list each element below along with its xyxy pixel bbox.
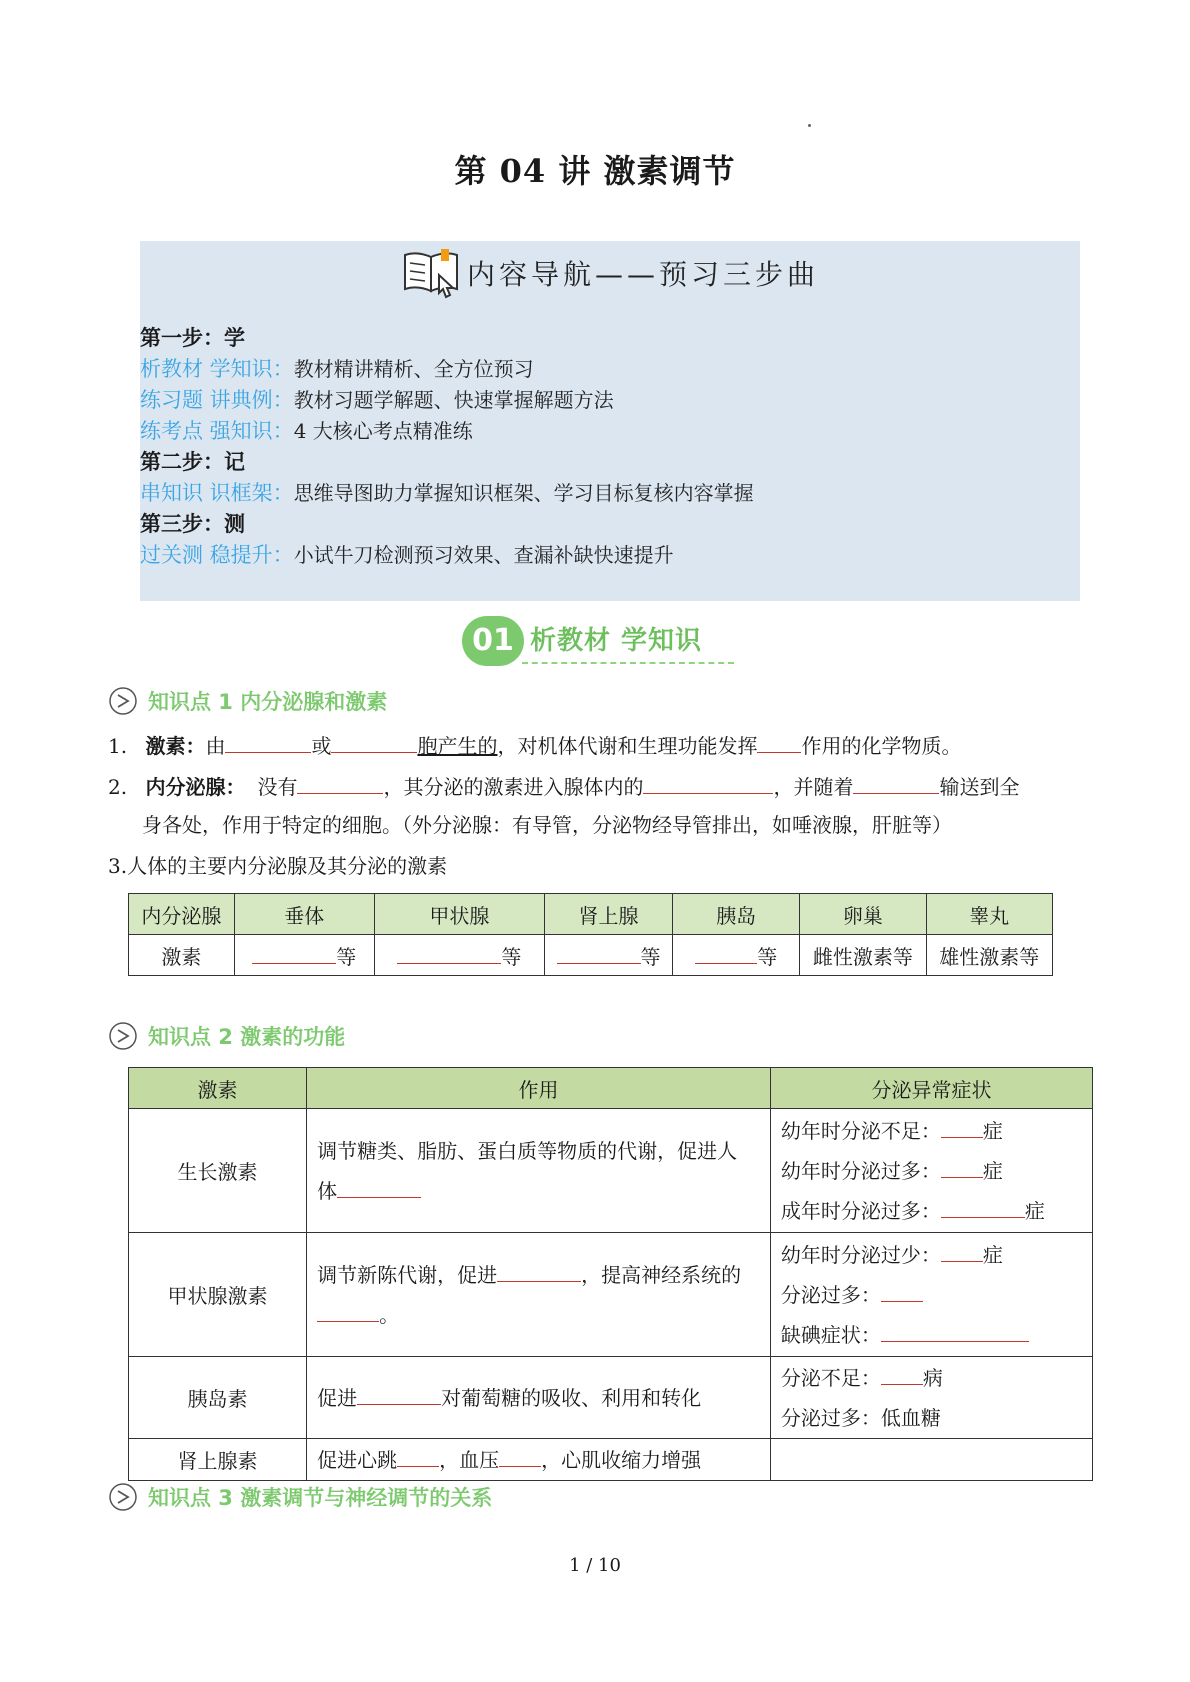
nav-desc-5: 小试牛刀检测预习效果、查漏补缺快速提升 (293, 543, 674, 567)
table-cell (374, 935, 544, 976)
symptom-text: 分泌过多：低血糖 (780, 1405, 941, 1430)
table-row (129, 1357, 1093, 1439)
effect-line: 调节新陈代谢，促进 (317, 1262, 498, 1287)
p1-text-3: 胞产生的 (417, 734, 498, 758)
table-header-cell: 胰岛 (673, 894, 800, 935)
p1-label: 激素： (145, 734, 206, 758)
effect-line: 。 (379, 1302, 400, 1327)
knowledge-point-3-title: 知识点 3 激素调节与神经调节的关系 (148, 1486, 493, 1510)
nav-desc-3: 4 大核心考点精准练 (293, 419, 473, 443)
p2-number: 2. (108, 775, 128, 799)
table-cell: 雄性激素等 (926, 935, 1052, 976)
effect-line: 调节糖类、脂肪、蛋白质等物质的代谢，促进人 (317, 1138, 738, 1163)
effect-line: 促进心跳 (317, 1447, 398, 1472)
p1-text-2: 或 (311, 734, 332, 758)
blank-field[interactable] (757, 730, 801, 753)
hormone-function-table (128, 1067, 1093, 1481)
blank-field[interactable] (941, 1239, 983, 1262)
hormone-effect (307, 1109, 771, 1233)
arrow-circle-icon (108, 1021, 138, 1051)
hormone-name: 甲状腺激素 (129, 1233, 307, 1357)
p2-text-3: ，并随着 (773, 775, 854, 799)
page-number: 1 / 10 (569, 1555, 621, 1576)
hormone-effect (307, 1233, 771, 1357)
content-navigation-box (140, 241, 1080, 601)
row-label: 激素 (129, 935, 235, 976)
table-header-row (129, 1068, 1093, 1109)
symptom-text: 缺碘症状： (780, 1322, 881, 1347)
hormone-name: 生长激素 (129, 1109, 307, 1233)
knowledge-point-1 (108, 684, 387, 718)
knowledge-point-3 (108, 1480, 492, 1514)
table-header-cell: 卵巢 (800, 894, 926, 935)
table-header-cell: 作用 (307, 1068, 771, 1109)
step-1: 第一步：学 (140, 326, 245, 350)
table-cell (234, 935, 374, 976)
table-cell (544, 935, 672, 976)
effect-line: 体 (317, 1178, 338, 1203)
p2-label: 内分泌腺： (145, 775, 246, 799)
step-2: 第二步：记 (140, 450, 245, 474)
blank-field[interactable] (941, 1115, 983, 1138)
nav-desc-1: 教材精讲精析、全方位预习 (293, 357, 534, 381)
table-cell: 雌性激素等 (800, 935, 926, 976)
blank-field[interactable] (225, 730, 311, 753)
page-dot (808, 124, 811, 127)
blank-field[interactable] (881, 1319, 1029, 1342)
p2-text-1: 没有 (257, 775, 298, 799)
nav-link-2[interactable]: 练习题 讲典例： (140, 388, 294, 412)
blank-field[interactable] (297, 771, 383, 794)
blank-field[interactable] (941, 1195, 1025, 1218)
symptom-text: 分泌不足： (780, 1365, 881, 1390)
nav-heading (140, 241, 1080, 305)
effect-line: 促进 (317, 1385, 358, 1410)
abnormal-symptoms (770, 1439, 1092, 1481)
paragraph-2-continued: 身各处，作用于特定的细胞。（外分泌腺：有导管，分泌物经导管排出，如唾液腺，肝脏等） (142, 813, 952, 837)
table-header-cell: 睾丸 (926, 894, 1052, 935)
banner-text: 析教材 学知识 (530, 626, 703, 656)
blank-field[interactable] (881, 1279, 923, 1302)
table-cell (673, 935, 800, 976)
banner-number: 01 (462, 616, 524, 666)
nav-desc-4: 思维导图助力掌握知识框架、学习目标复核内容掌握 (293, 481, 754, 505)
blank-field[interactable] (252, 941, 336, 964)
blank-field[interactable] (643, 771, 773, 794)
table-header-row (129, 894, 1053, 935)
effect-line: ，血压 (439, 1447, 500, 1472)
blank-field[interactable] (695, 941, 757, 964)
blank-field[interactable] (557, 941, 641, 964)
symptom-end: 症 (982, 1242, 1003, 1267)
page-title: 第 04 讲 激素调节 (454, 152, 736, 190)
suffix-text: 等 (640, 944, 661, 969)
section-banner (462, 614, 732, 670)
nav-heading-text: 内容导航——预习三步曲 (466, 258, 819, 291)
table-header-cell: 肾上腺 (544, 894, 672, 935)
blank-field[interactable] (337, 1175, 421, 1198)
symptom-text: 分泌过多： (780, 1282, 881, 1307)
p2-text-4: 输送到全 (939, 775, 1020, 799)
suffix-text: 等 (757, 944, 778, 969)
table-row (129, 1439, 1093, 1481)
hormone-name: 胰岛素 (129, 1357, 307, 1439)
p1-number: 1. (108, 734, 128, 758)
table-header-cell: 激素 (129, 1068, 307, 1109)
blank-field[interactable] (397, 1444, 439, 1467)
effect-line: 对葡萄糖的吸收、利用和转化 (441, 1385, 702, 1410)
symptom-text: 幼年时分泌过多： (780, 1158, 941, 1183)
nav-desc-2: 教材习题学解题、快速掌握解题方法 (293, 388, 614, 412)
blank-field[interactable] (317, 1299, 379, 1322)
knowledge-point-1-title: 知识点 1 内分泌腺和激素 (148, 690, 388, 714)
hormone-name: 肾上腺素 (129, 1439, 307, 1481)
paragraph-1 (108, 730, 961, 760)
endocrine-glands-table (128, 893, 1053, 976)
nav-link-4[interactable]: 串知识 识框架： (140, 481, 294, 505)
suffix-text: 等 (501, 944, 522, 969)
paragraph-2 (108, 771, 1019, 801)
symptom-text: 幼年时分泌过少： (780, 1242, 941, 1267)
table-row (129, 1109, 1093, 1233)
blank-field[interactable] (497, 1259, 581, 1282)
symptom-text: 成年时分泌过多： (780, 1198, 941, 1223)
arrow-circle-icon (108, 686, 138, 716)
nav-link-1[interactable]: 析教材 学知识： (140, 357, 294, 381)
book-pointer-icon (401, 245, 463, 301)
blank-field[interactable] (941, 1155, 983, 1178)
arrow-circle-icon (108, 1482, 138, 1512)
effect-line: ，提高神经系统的 (581, 1262, 742, 1287)
blank-field[interactable] (397, 941, 501, 964)
step-3: 第三步：测 (140, 512, 245, 536)
symptom-end: 症 (1024, 1198, 1045, 1223)
p1-text-4: ，对机体代谢和生理功能发挥 (497, 734, 758, 758)
abnormal-symptoms (770, 1109, 1092, 1233)
knowledge-point-2 (108, 1019, 345, 1053)
table-row (129, 935, 1053, 976)
blank-field[interactable] (853, 771, 939, 794)
table-header-cell: 分泌异常症状 (770, 1068, 1092, 1109)
nav-lines (140, 323, 754, 571)
suffix-text: 等 (336, 944, 357, 969)
p2-text-2: ，其分泌的激素进入腺体内的 (383, 775, 644, 799)
symptom-end: 病 (922, 1365, 943, 1390)
p1-text-1: 由 (205, 734, 226, 758)
nav-link-5[interactable]: 过关测 稳提升： (140, 543, 294, 567)
hormone-effect (307, 1439, 771, 1481)
symptom-text: 幼年时分泌不足： (780, 1118, 941, 1143)
table-header-cell: 内分泌腺 (129, 894, 235, 935)
abnormal-symptoms (770, 1357, 1092, 1439)
knowledge-point-2-title: 知识点 2 激素的功能 (148, 1025, 346, 1049)
table-row (129, 1233, 1093, 1357)
blank-field[interactable] (357, 1382, 441, 1405)
blank-field[interactable] (499, 1444, 541, 1467)
table-header-cell: 甲状腺 (374, 894, 544, 935)
effect-line: ，心肌收缩力增强 (541, 1447, 702, 1472)
p1-text-5: 作用的化学物质。 (801, 734, 962, 758)
hormone-effect (307, 1357, 771, 1439)
paragraph-3: 3.人体的主要内分泌腺及其分泌的激素 (108, 854, 448, 878)
abnormal-symptoms (770, 1233, 1092, 1357)
nav-link-3[interactable]: 练考点 强知识： (140, 419, 294, 443)
blank-field[interactable] (331, 730, 417, 753)
blank-field[interactable] (881, 1362, 923, 1385)
symptom-end: 症 (982, 1118, 1003, 1143)
table-header-cell: 垂体 (234, 894, 374, 935)
banner-dashed-line (522, 662, 734, 664)
symptom-end: 症 (982, 1158, 1003, 1183)
